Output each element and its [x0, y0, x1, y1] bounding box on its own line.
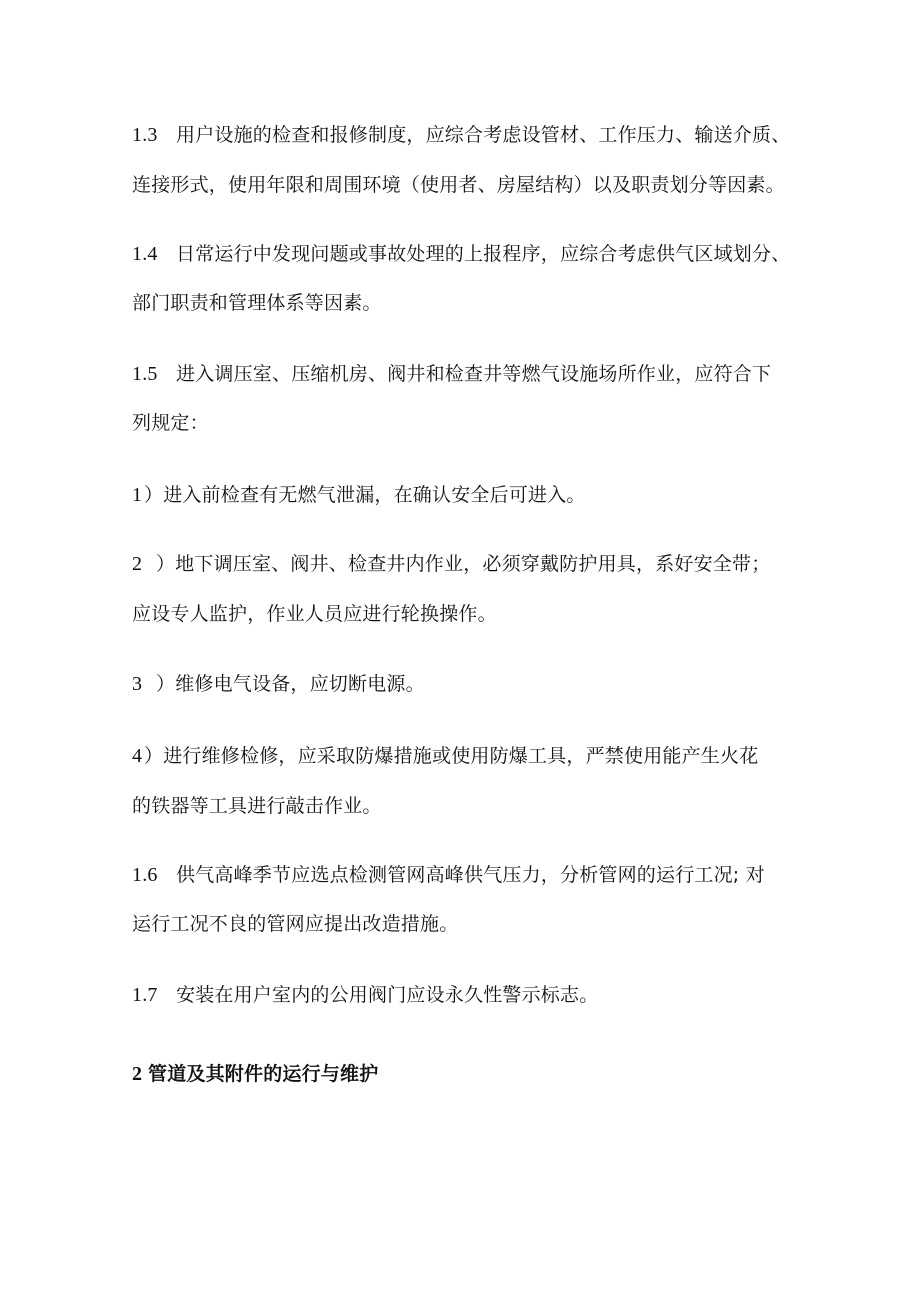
list-item-4-line-1	[132, 743, 758, 769]
list-item-text: 应设专人监护，作业人员应进行轮换操作。	[132, 603, 497, 625]
list-item-text: ）地下调压室、阀井、检查井内作业，必须穿戴防护用具，系好安全带；	[156, 553, 771, 575]
section-2-heading	[132, 1061, 378, 1087]
heading-number: 2	[132, 1063, 143, 1085]
paragraph-text: 进入调压室、压缩机房、阀井和检查井等燃气设施场所作业，应符合下	[176, 363, 772, 385]
paragraph-1-6-line-1	[132, 862, 765, 888]
list-item-text: 的铁器等工具进行敲击作业。	[132, 795, 382, 817]
list-number: 2	[132, 553, 143, 575]
section-number: 1.6	[132, 864, 158, 886]
list-item-3	[132, 671, 425, 697]
paragraph-text: 运行工况不良的管网应提出改造措施。	[132, 913, 459, 935]
list-item-1	[132, 482, 586, 508]
paragraph-text: 安装在用户室内的公用阀门应设永久性警示标志。	[176, 984, 599, 1006]
list-item-4-line-2	[132, 793, 382, 819]
paragraph-1-3-line-1	[132, 122, 790, 148]
section-number: 1.5	[132, 363, 158, 385]
paragraph-1-4-line-2	[132, 290, 382, 316]
paragraph-text: 部门职责和管理体系等因素。	[132, 292, 382, 314]
list-item-text: ）进入前检查有无燃气泄漏，在确认安全后可进入。	[144, 484, 586, 506]
paragraph-1-6-line-2	[132, 911, 458, 937]
list-number: 3	[132, 673, 143, 695]
paragraph-text: 日常运行中发现问题或事故处理的上报程序，应综合考虑供气区域划分、	[176, 243, 791, 265]
paragraph-1-5-line-2	[132, 410, 209, 436]
paragraph-1-3-line-2	[132, 172, 785, 198]
list-item-text: ）维修电气设备，应切断电源。	[156, 673, 425, 695]
section-number: 1.4	[132, 243, 158, 265]
list-item-text: ）进行维修检修，应采取防爆措施或使用防爆工具，严禁使用能产生火花	[144, 745, 759, 767]
list-number: 1	[132, 484, 143, 506]
list-item-2-line-2	[132, 601, 497, 627]
list-item-2-line-1	[132, 551, 770, 577]
paragraph-text: 列规定：	[132, 412, 209, 434]
section-number: 1.3	[132, 124, 158, 146]
paragraph-text: 供气高峰季节应选点检测管网高峰供气压力，分析管网的运行工况; 对	[176, 864, 765, 886]
section-number: 1.7	[132, 984, 158, 1006]
paragraph-1-7	[132, 982, 598, 1008]
list-number: 4	[132, 745, 143, 767]
heading-title: 管道及其附件的运行与维护	[148, 1063, 379, 1085]
paragraph-text: 连接形式，使用年限和周围环境（使用者、房屋结构）以及职责划分等因素。	[132, 174, 785, 196]
paragraph-1-5-line-1	[132, 361, 771, 387]
paragraph-1-4-line-1	[132, 241, 790, 267]
paragraph-text: 用户设施的检查和报修制度，应综合考虑设管材、工作压力、输送介质、	[176, 124, 791, 146]
